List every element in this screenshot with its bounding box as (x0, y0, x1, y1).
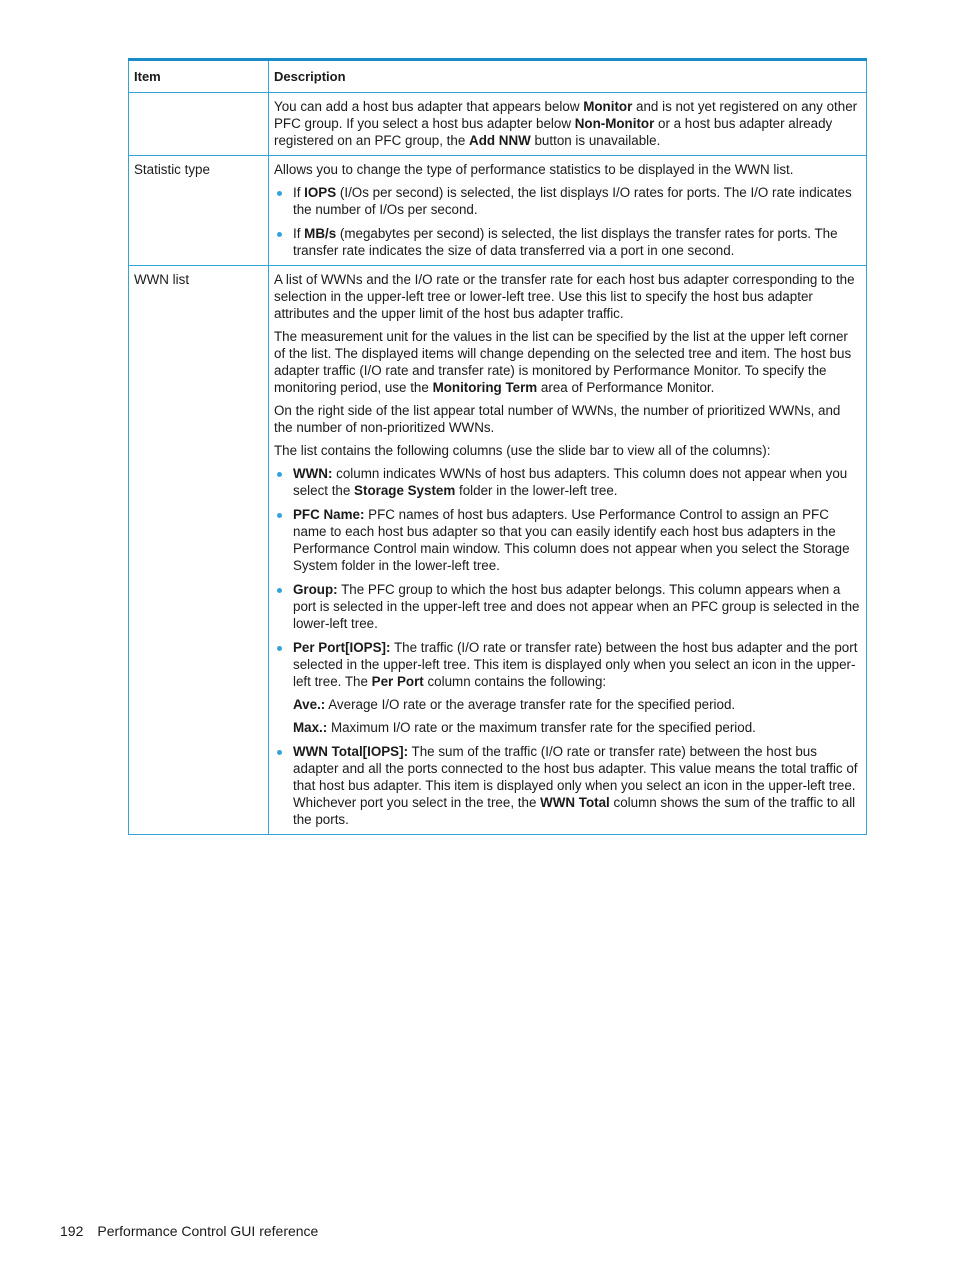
row3-paragraph-2 (274, 328, 861, 396)
text: folder in the lower-left tree. (455, 483, 618, 498)
list-item (274, 506, 861, 574)
row1-paragraph (274, 98, 861, 149)
term-per-port-iops: Per Port[IOPS]: (293, 640, 391, 655)
row3-paragraph-3: On the right side of the list appear total number of WWNs, the number of prioritized WWNs, and the number of non-prioritized WWNs. (274, 403, 841, 435)
text: Average I/O rate or the average transfer rate for the specified period. (325, 697, 736, 712)
text: The sum of the traffic (I/O rate or transfer rate) between the host bus adapter and all the ports connected to the host bus adapter. This value means the total traffic of that host bus adapter. This item is displayed only when you select an icon in the upper-left tree. Whichever port you select in the tree, the (293, 744, 858, 810)
term-add-nnw: Add NNW (469, 133, 531, 148)
term-ave: Ave.: (293, 697, 326, 712)
per-port-sublist (293, 696, 861, 736)
term-wwn-total: WWN Total (540, 795, 610, 810)
text: The traffic (I/O rate or transfer rate) between the host bus adapter and the port selected in the upper-left tree. This item is displayed only when you select an icon in the upper-left tree. The (293, 640, 858, 689)
text: column contains the following: (423, 674, 607, 689)
text: You can add a host bus adapter that appears below (274, 99, 584, 114)
page-footer (60, 1223, 318, 1239)
list-item (274, 465, 861, 499)
text: or a host bus adapter already registered on an PFC group, the (274, 116, 833, 148)
term-mbs: MB/s (304, 226, 337, 241)
table-row (129, 93, 867, 156)
reference-table (128, 58, 867, 835)
text: button is unavailable. (530, 133, 661, 148)
term-storage-system: Storage System (354, 483, 456, 498)
term-group: Group: (293, 582, 338, 597)
term-iops: IOPS (304, 185, 337, 200)
table-row (129, 156, 867, 266)
text: and is not yet registered on any other PFC group. If you select a host bus adapter below (274, 99, 858, 131)
row1-description (269, 93, 867, 156)
text: column shows the sum of the traffic to all the ports. (293, 795, 856, 827)
text: If (293, 226, 305, 241)
text: (I/Os per second) is selected, the list displays I/O rates for ports. The I/O rate indicates the number of I/Os per second. (293, 185, 852, 217)
term-per-port: Per Port (371, 674, 424, 689)
text: The measurement unit for the values in the list can be specified by the list at the upper left corner of the list. The displayed items will change depending on the selected tree and item. The host bus adapter traffic (I/O rate and transfer rate) is monitored by Performance Monitor. To specify the monitoring period, use the (274, 329, 852, 395)
term-monitoring-term: Monitoring Term (432, 380, 538, 395)
header-description: Description (269, 60, 867, 93)
row3-paragraph-1: A list of WWNs and the I/O rate or the transfer rate for each host bus adapter corresponding to the selection in the upper-left tree or lower-left tree. Use this list to specify the host bus adapter attributes and the upper limit of the host bus adapter traffic. (274, 272, 855, 321)
list-item (274, 184, 861, 218)
text: area of Performance Monitor. (537, 380, 715, 395)
term-max: Max.: (293, 720, 328, 735)
row2-description (269, 156, 867, 266)
text: The PFC group to which the host bus adapter belongs. This column appears when a port is selected in the upper-left tree and does not appear when an PFC group is selected in the lower-left tree. (293, 582, 860, 631)
row2-bullet-list (274, 184, 861, 259)
row3-item: WWN list (129, 266, 269, 835)
list-item (274, 743, 861, 828)
list-item (274, 225, 861, 259)
row2-item: Statistic type (129, 156, 269, 266)
text: Maximum I/O rate or the maximum transfer rate for the specified period. (327, 720, 756, 735)
text: If (293, 185, 305, 200)
footer-section-title: Performance Control GUI reference (97, 1223, 319, 1239)
text: column indicates WWNs of host bus adapters. This column does not appear when you select the (293, 466, 848, 498)
text: PFC names of host bus adapters. Use Performance Control to assign an PFC name to each host bus adapter so that you can easily identify each host bus adapters in the Performance Control main window. This column does not appear when you select the Storage System folder in the lower-left tree. (293, 507, 850, 573)
row3-paragraph-4: The list contains the following columns (use the slide bar to view all of the columns): (274, 443, 771, 458)
row3-description (269, 266, 867, 835)
page-number: 192 (60, 1223, 84, 1239)
sub-item-max (293, 719, 861, 736)
row3-bullet-list (274, 465, 861, 828)
term-wwn: WWN: (293, 466, 333, 481)
term-pfc-name: PFC Name: (293, 507, 365, 522)
row1-item (129, 93, 269, 156)
sub-item-ave (293, 696, 861, 713)
term-monitor: Monitor (583, 99, 633, 114)
text: (megabytes per second) is selected, the list displays the transfer rates for ports. The transfer rate indicates the size of data transferred via a port in one second. (293, 226, 838, 258)
table-header-row (129, 60, 867, 93)
term-wwn-total-iops: WWN Total[IOPS]: (293, 744, 409, 759)
list-item (274, 581, 861, 632)
header-item: Item (129, 60, 269, 93)
row2-intro: Allows you to change the type of performance statistics to be displayed in the WWN list. (274, 162, 794, 177)
table-row (129, 266, 867, 835)
term-non-monitor: Non-Monitor (574, 116, 655, 131)
list-item (274, 639, 861, 736)
